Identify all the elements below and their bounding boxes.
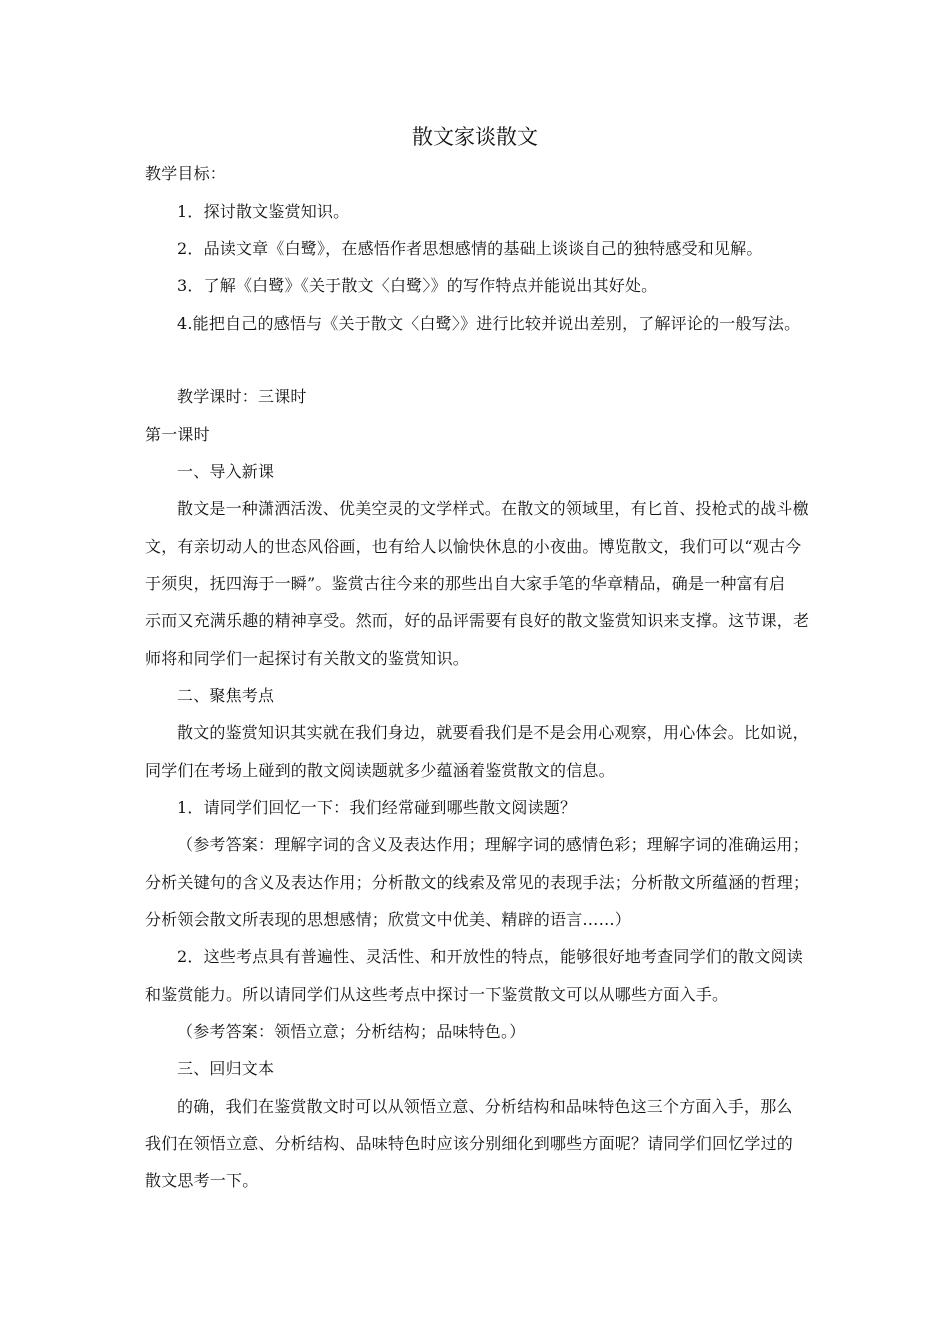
paragraph-line: 于须臾，抚四海于一瞬”。鉴赏古往今来的那些出自大家手笔的华章精品，确是一种富有启 xyxy=(145,574,786,593)
paragraph-line: 文，有亲切动人的世态风俗画，也有给人以愉快休息的小夜曲。博览散文，我们可以“观古今 xyxy=(145,537,802,556)
document-title: 散文家谈散文 xyxy=(412,125,538,149)
answer-line: 分析领会散文所表现的思想感情；欣赏文中优美、精辟的语言……） xyxy=(145,910,632,929)
paragraph-line: 的确，我们在鉴赏散文时可以从领悟立意、分析结构和品味特色这三个方面入手，那么 xyxy=(177,1097,793,1116)
paragraph-line: 示而又充满乐趣的精神享受。然而，好的品评需要有良好的散文鉴赏知识来支撑。这节课，老 xyxy=(145,611,810,630)
section-heading-focus: 二、聚焦考点 xyxy=(177,686,275,705)
paragraph-line: 同学们在考场上碰到的散文阅读题就多少蕴涵着鉴赏散文的信息。 xyxy=(145,761,615,780)
paragraph-line: 我们在领悟立意、分析结构、品味特色时应该分别细化到哪些方面呢？请同学们回忆学过的 xyxy=(145,1134,794,1153)
paragraph-line: 师将和同学们一起探讨有关散文的鉴赏知识。 xyxy=(145,649,470,668)
goal-item-4: 4.能把自己的感悟与《关于散文〈白鹭〉》进行比较并说出差别，了解评论的一般写法。 xyxy=(177,314,801,333)
section-heading-return: 三、回归文本 xyxy=(177,1059,275,1078)
class-hours: 教学课时：三课时 xyxy=(177,387,307,406)
teaching-goals-heading: 教学目标： xyxy=(145,164,227,183)
paragraph-line: 散文的鉴赏知识其实就在我们身边，就要看我们是不是会用心观察，用心体会。比如说， xyxy=(177,723,809,742)
goal-item-2: 2．品读文章《白鹭》，在感悟作者思想感情的基础上谈谈自己的独特感受和见解。 xyxy=(177,239,763,258)
answer-line: （参考答案：领悟立意；分析结构；品味特色。） xyxy=(177,1022,526,1041)
goal-item-3: 3．了解《白鹭》《关于散文〈白鹭〉》的写作特点并能说出其好处。 xyxy=(177,276,658,295)
section-heading-intro: 一、导入新课 xyxy=(177,462,275,481)
answer-line: 分析关键句的含义及表达作用；分析散文的线索及常见的表现手法；分析散文所蕴涵的哲理； xyxy=(145,873,810,892)
question-2: 2．这些考点具有普遍性、灵活性、和开放性的特点，能够很好地考查同学们的散文阅读 xyxy=(177,947,803,966)
paragraph-line: 散文是一种潇洒活泼、优美空灵的文学样式。在散文的领域里，有匕首、投枪式的战斗檄 xyxy=(177,499,809,518)
question-1: 1．请同学们回忆一下：我们经常碰到哪些散文阅读题？ xyxy=(177,798,577,817)
lesson-one-heading: 第一课时 xyxy=(145,425,210,444)
paragraph-line: 散文思考一下。 xyxy=(145,1171,259,1190)
goal-item-1: 1．探讨散文鉴赏知识。 xyxy=(177,202,350,221)
question-2-cont: 和鉴赏能力。所以请同学们从这些考点中探讨一下鉴赏散文可以从哪些方面入手。 xyxy=(145,985,729,1004)
answer-line: （参考答案：理解字词的含义及表达作用；理解字词的感情色彩；理解字词的准确运用； xyxy=(177,835,809,854)
